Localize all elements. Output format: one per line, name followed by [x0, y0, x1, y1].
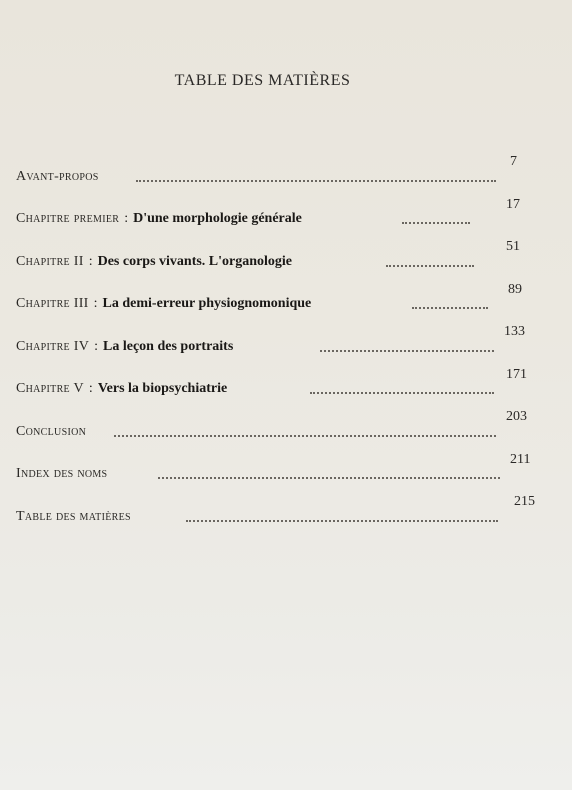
- leader-dots: [158, 475, 500, 479]
- entry-kind: Chapitre V: [16, 381, 84, 396]
- toc-entry-chapitre-iv: [16, 320, 546, 363]
- page-number: 17: [506, 196, 520, 212]
- leader-dots: [114, 433, 496, 437]
- entry-kind: Chapitre III: [16, 296, 89, 311]
- entry-kind: Chapitre premier: [16, 211, 120, 226]
- leader-dots: [136, 178, 496, 182]
- entry-kind: Conclusion: [16, 423, 87, 439]
- page-number: 7: [510, 154, 517, 169]
- page-number: 133: [504, 324, 525, 339]
- leader-dots: [186, 518, 498, 522]
- page-title: TABLE DES MATIÈRES: [174, 72, 351, 89]
- page-number: 203: [506, 409, 527, 424]
- entry-label: [16, 424, 86, 440]
- toc-entry-chapitre-ii: [16, 235, 546, 278]
- leader-dots: [412, 305, 488, 309]
- toc-entry-avant-propos: [16, 150, 546, 193]
- entry-kind: Chapitre II: [16, 253, 84, 269]
- toc-entry-chapitre-v: [16, 363, 546, 406]
- toc-entry-conclusion: [16, 405, 546, 448]
- toc-entry-chapitre-premier: [16, 193, 546, 236]
- leader-dots: [386, 263, 474, 267]
- entry-label: Chapitre IV : La leçon des portraits: [16, 338, 234, 354]
- entry-kind: Index des noms: [16, 466, 108, 481]
- toc-entry-table-des-matieres: [16, 490, 546, 533]
- entry-label: [16, 509, 131, 525]
- page-number: 51: [506, 239, 520, 254]
- table-of-contents: [16, 150, 546, 533]
- entry-label: Chapitre II : Des corps vivants. L'organologie: [16, 253, 293, 269]
- entry-label: Chapitre V : Vers la biopsychiatrie: [16, 381, 228, 396]
- leader-dots: [310, 390, 494, 394]
- page-number: 89: [508, 281, 522, 297]
- leader-dots: [320, 348, 494, 352]
- entry-label: Chapitre premier : D'une morphologie générale: [16, 211, 302, 226]
- page-number: 215: [514, 494, 535, 509]
- leader-dots: [402, 220, 470, 224]
- entry-subject: Des corps vivants. L'organologie: [97, 253, 293, 269]
- entry-kind: Avant-propos: [16, 168, 99, 184]
- page-number: 171: [506, 366, 527, 382]
- entry-label: [16, 169, 99, 185]
- entry-subject: La leçon des portraits: [103, 338, 234, 354]
- toc-entry-index-des-noms: [16, 448, 546, 491]
- entry-kind: Chapitre IV: [16, 338, 90, 354]
- toc-entry-chapitre-iii: [16, 278, 546, 321]
- entry-subject: Vers la biopsychiatrie: [97, 381, 228, 396]
- entry-subject: La demi-erreur physiognomonique: [102, 296, 312, 311]
- entry-subject: D'une morphologie générale: [133, 211, 302, 226]
- page-number: 211: [510, 451, 531, 467]
- entry-label: Chapitre III : La demi-erreur physiognomonique: [16, 296, 312, 311]
- entry-kind: Table des matières: [16, 508, 131, 524]
- entry-label: [16, 466, 107, 482]
